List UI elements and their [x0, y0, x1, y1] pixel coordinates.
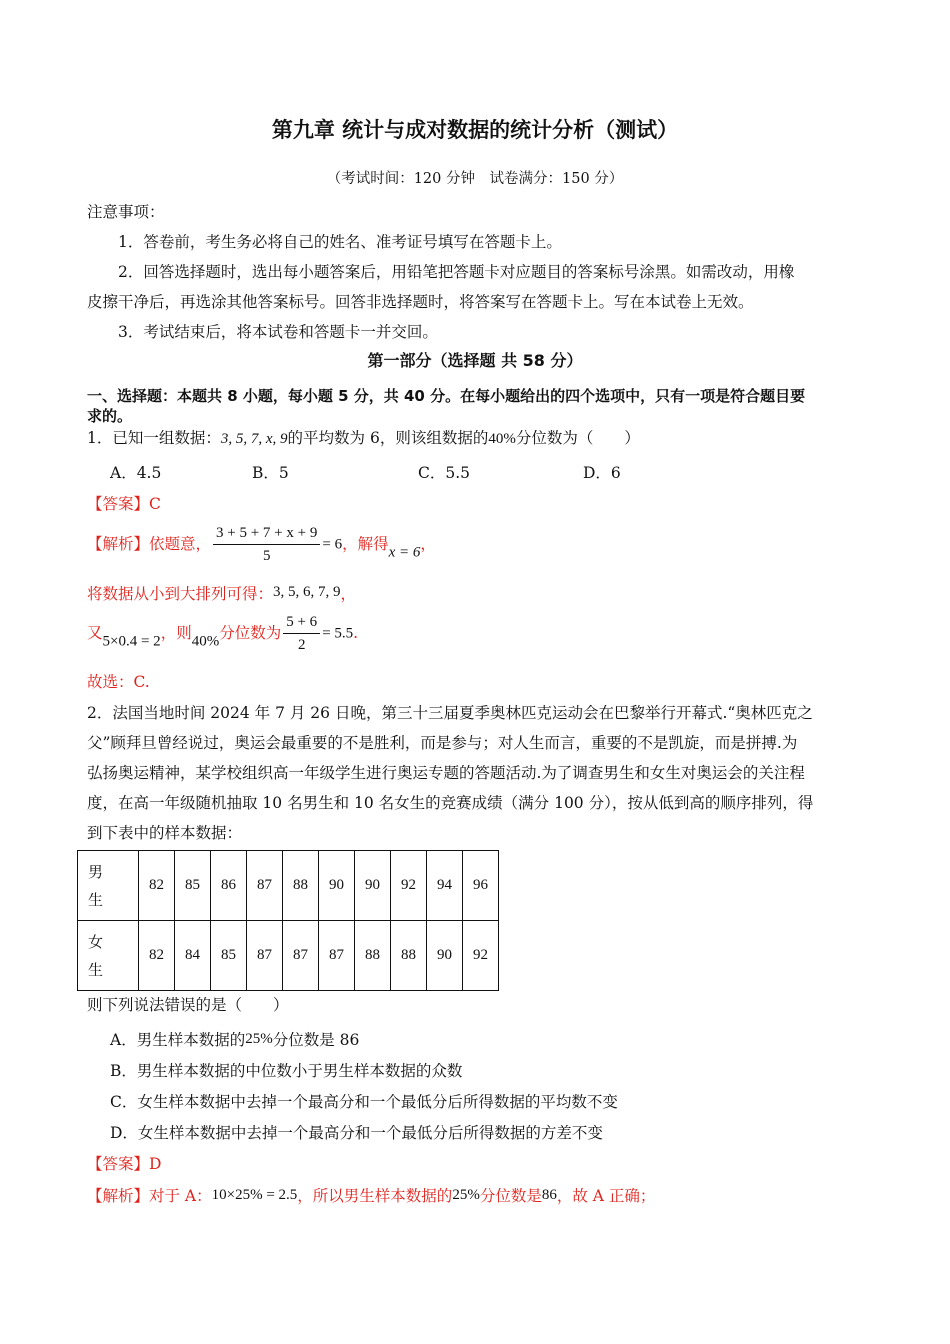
q1-mean-denominator: 5 — [262, 548, 271, 564]
q1-solution-step-3 — [87, 613, 358, 654]
q2-solution-mid: ，所以男生样本数据的 — [297, 1187, 453, 1205]
note-3: 3．考试结束后，将本试卷和答题卡一并交回。 — [118, 323, 438, 341]
exam-info: （考试时间：120 分钟 试卷满分：150 分） — [326, 171, 624, 187]
page-title: 第九章 统计与成对数据的统计分析（测试） — [271, 118, 679, 142]
q1-comma-2: ， — [340, 585, 357, 603]
q1-percentile-2: 40% — [191, 633, 220, 650]
table-cell: 90 — [319, 851, 355, 921]
q2-option-a-pre: A．男生样本数据的 — [110, 1031, 246, 1049]
q2-question: 则下列说法错误的是（ ） — [87, 996, 289, 1014]
q2-paragraph-line-3: 弘扬奥运精神，某学校组织高一年级学生进行奥运专题的答题活动.为了调查男生和女生对奥运会的关注程 — [87, 764, 805, 782]
table-cell: 85 — [211, 921, 247, 991]
q1-percentile-text: 分位数为 — [219, 624, 282, 643]
q1-position-calc: 5×0.4 = 2 — [102, 633, 161, 650]
q1-sorted-data: 3, 5, 6, 7, 9 — [273, 584, 341, 600]
q2-position-calc: 10×25% = 2.5 — [211, 1187, 298, 1203]
q1-option-a: A．4.5 — [110, 464, 162, 482]
q2-option-c: C．女生样本数据中去掉一个最高分和一个最低分后所得数据的平均数不变 — [110, 1093, 618, 1111]
q2-option-a-percentile: 25% — [245, 1031, 273, 1047]
q2-paragraph-line-2: 父”顾拜旦曾经说过，奥运会最重要的不是胜利，而是参与；对人生而言，重要的不是凯旋，而是拼搏.为 — [87, 734, 798, 752]
q2-option-a — [110, 1030, 359, 1050]
q1-percentile-denominator: 2 — [297, 637, 306, 653]
table-cell: 94 — [427, 851, 463, 921]
table-cell: 92 — [391, 851, 427, 921]
table-cell: 88 — [355, 921, 391, 991]
q1-solution-step-1 — [87, 524, 436, 565]
section-heading-line-1: 一、选择题：本题共 8 小题，每小题 5 分，共 40 分。在每小题给出的四个选项中，只有一项是符合题目要 — [87, 387, 806, 405]
q1-mean-numerator: 3 + 5 + 7 + x + 9 — [213, 524, 320, 545]
q1-text-mid: 的平均数为 6，则该组数据的 — [287, 429, 489, 447]
q1-text-post: 分位数为（ ） — [515, 429, 640, 447]
q2-paragraph-line-5: 到下表中的样本数据： — [87, 824, 243, 842]
q1-solve-text: ，解得 — [342, 535, 389, 554]
female-label-1: 女 — [88, 932, 104, 951]
table-cell: 92 — [463, 921, 499, 991]
q1-percentile-numerator: 5 + 6 — [283, 613, 320, 634]
notes-heading: 注意事项： — [87, 203, 165, 221]
table-cell: 96 — [463, 851, 499, 921]
q1-percentile-result: = 5.5 — [322, 625, 354, 642]
q1-period: . — [353, 624, 359, 643]
q1-solution-step-2 — [87, 583, 356, 604]
female-row-header — [78, 921, 139, 991]
q1-x-value: x = 6 — [388, 544, 421, 561]
q2-solution-percentile: 25% — [452, 1187, 480, 1203]
q2-solution-end: ，故 A 正确； — [556, 1187, 656, 1205]
q2-solution — [87, 1186, 655, 1206]
table-cell: 90 — [355, 851, 391, 921]
q2-option-a-post: 分位数是 86 — [272, 1031, 360, 1049]
q1-also-text: 又 — [87, 624, 103, 643]
q1-solution-label: 【解析】依题意， — [87, 535, 212, 554]
male-label-1: 男 — [88, 862, 104, 881]
note-2-line-2: 皮擦干净后，再选涂其他答案标号。回答非选择题时，将答案写在答题卡上。写在本试卷上无效。 — [87, 293, 754, 311]
q2-option-b: B．男生样本数据的中位数小于男生样本数据的众数 — [110, 1062, 463, 1080]
q1-sort-text: 将数据从小到大排列可得： — [87, 585, 274, 603]
q1-mean-equals: = 6 — [322, 536, 343, 553]
table-cell: 88 — [283, 851, 319, 921]
table-row-female — [78, 921, 499, 991]
table-cell: 84 — [175, 921, 211, 991]
q2-answer: 【答案】D — [87, 1155, 162, 1173]
q1-percentile: 40% — [488, 431, 516, 447]
q1-then-text: ，则 — [160, 624, 192, 643]
table-cell: 87 — [247, 921, 283, 991]
q1-data-set: 3, 5, 7, x, 9 — [220, 431, 288, 447]
part-heading: 第一部分（选择题 共 58 分） — [367, 351, 583, 370]
table-cell: 82 — [139, 921, 175, 991]
table-cell: 88 — [391, 921, 427, 991]
section-heading-line-2: 求的。 — [87, 407, 133, 425]
score-table — [77, 850, 499, 991]
q1-option-c: C．5.5 — [418, 464, 471, 482]
table-cell: 85 — [175, 851, 211, 921]
female-label-2: 生 — [88, 960, 104, 979]
note-2-line-1: 2．回答选择题时，选出每小题答案后，用铅笔把答题卡对应题目的答案标号涂黑。如需改动，用橡 — [118, 263, 795, 281]
q1-option-b: B．5 — [252, 464, 289, 482]
q1-percentile-fraction — [283, 613, 320, 654]
q2-option-d: D．女生样本数据中去掉一个最高分和一个最低分后所得数据的方差不变 — [110, 1124, 603, 1142]
table-cell: 90 — [427, 921, 463, 991]
table-cell: 87 — [247, 851, 283, 921]
table-cell: 82 — [139, 851, 175, 921]
male-row-header — [78, 851, 139, 921]
q1-comma: ， — [420, 535, 436, 554]
q2-solution-value: 86 — [541, 1187, 557, 1203]
q2-solution-mid-2: 分位数是 — [479, 1187, 542, 1205]
table-cell: 86 — [211, 851, 247, 921]
q2-paragraph-line-4: 度，在高一年级随机抽取 10 名男生和 10 名女生的竞赛成绩（满分 100 分），按从低到高的顺序排列，得 — [87, 794, 814, 812]
question-1 — [87, 429, 640, 448]
q2-solution-label: 【解析】对于 A： — [87, 1187, 212, 1205]
table-row-male — [78, 851, 499, 921]
q1-conclusion: 故选：C. — [87, 673, 150, 691]
q1-text-pre: 1．已知一组数据： — [87, 429, 221, 447]
male-label-2: 生 — [88, 890, 104, 909]
table-cell: 87 — [283, 921, 319, 991]
table-cell: 87 — [319, 921, 355, 991]
q1-mean-fraction — [213, 524, 320, 565]
q1-option-d: D．6 — [583, 464, 621, 482]
q1-answer: 【答案】C — [87, 495, 161, 513]
note-1: 1．答卷前，考生务必将自己的姓名、准考证号填写在答题卡上。 — [118, 233, 562, 251]
q2-paragraph-line-1: 2．法国当地时间 2024 年 7 月 26 日晚，第三十三届夏季奥林匹克运动会在巴黎举行开幕式.“奥林匹克之 — [87, 704, 813, 722]
